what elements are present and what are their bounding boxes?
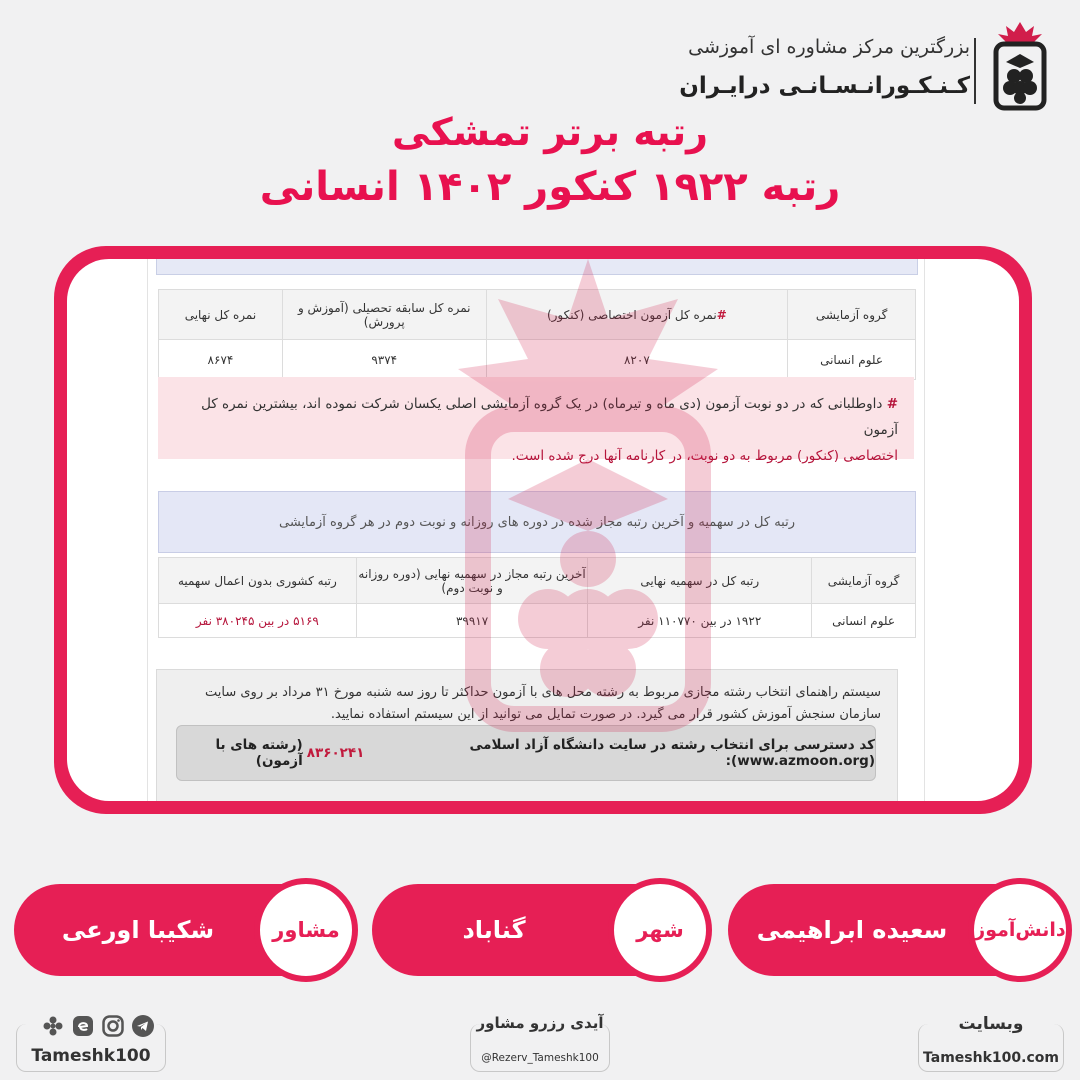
student-name: سعیده ابراهیمی xyxy=(756,916,948,944)
result-frame xyxy=(54,246,1032,814)
city-label: شهر xyxy=(608,878,712,982)
scores-header: #نمره کل آزمون اختصاصی (کنکور) xyxy=(486,290,788,340)
access-code-prefix: کد دسترسی برای انتخاب رشته در سایت دانشگاه آزاد اسلامی (www.azmoon.org): xyxy=(469,737,875,769)
reserve-handle[interactable]: @Rezerv_Tameshk100 xyxy=(481,1052,599,1064)
rank-header: آخرین رتبه مجاز در سهمیه نهایی (دوره روزانه و نوبت دوم) xyxy=(356,558,588,604)
website-label: وبسایت xyxy=(958,1014,1024,1034)
city-pill xyxy=(372,884,706,976)
access-code: ۸۳۶۰۲۴۱ xyxy=(306,745,365,761)
access-code-suffix: (رشته های با آزمون) xyxy=(215,737,303,769)
advisor-label: مشاور xyxy=(254,878,358,982)
page-subtitle: رتبه ۱۹۲۲ کنکور ۱۴۰۲ انسانی xyxy=(259,164,841,210)
notice-text: سیستم راهنمای انتخاب رشته مجازی مربوط به رشته محل های با آزمون حداکثر تا روز سه شنبه مورخ ۳۱ مرداد بر روی سایت سازمان سنجش آموزش کشور قرار می گیرد. در صورت تمایل می توانید از این سیستم استفاده نمایید. xyxy=(205,685,881,722)
reserve-label: آیدی رزرو مشاور xyxy=(476,1014,604,1032)
advisor-name: شکیبا اورعی xyxy=(61,916,215,944)
rank-header: رتبه کل در سهمیه نهایی xyxy=(588,558,812,604)
note-text: داوطلبانی که در دو نوبت آزمون (دی ماه و تیرماه) در یک گروه آزمایشی اصلی یکسان شرکت نموده اند، بیشترین نمره کل آزمون xyxy=(201,396,898,438)
website-link[interactable]: Tameshk100.com xyxy=(923,1050,1059,1066)
brand-divider xyxy=(974,38,976,104)
note-text: اختصاصی (کنکور) مربوط به دو نوبت، در کارنامه آنها درج شده است. xyxy=(511,448,898,464)
eitaa-icon[interactable] xyxy=(71,1014,95,1038)
brand-name: کـنـکـورانـسـانـی درایـران xyxy=(679,73,970,99)
telegram-icon[interactable] xyxy=(131,1014,155,1038)
scores-header: گروه آزمایشی xyxy=(788,290,916,340)
table-cell: علوم انسانی xyxy=(812,604,916,638)
table-cell: ۸۲۰۷ xyxy=(486,340,788,380)
note-mark: # xyxy=(886,396,898,412)
table-cell: ۵۱۶۹ در بین ۳۸۰۲۴۵ نفر xyxy=(159,604,357,638)
social-handle[interactable]: Tameshk100 xyxy=(31,1046,151,1066)
table-cell: علوم انسانی xyxy=(788,340,916,380)
tameshk-logo-icon xyxy=(982,18,1058,114)
rank-section-heading: رتبه کل در سهمیه و آخرین رتبه مجاز شده در دوره های روزانه و نوبت دوم در هر گروه آزمایشی xyxy=(158,491,916,553)
scores-header: نمره کل نهایی xyxy=(159,290,283,340)
rank-header: گروه آزمایشی xyxy=(812,558,916,604)
aparat-icon[interactable] xyxy=(41,1014,65,1038)
access-code-box xyxy=(176,725,876,781)
city-name: گناباد xyxy=(462,916,526,944)
page-title: رتبه برتر تمشکی xyxy=(392,110,708,154)
social-icons xyxy=(36,1012,160,1040)
rank-header: رتبه کشوری بدون اعمال سهمیه xyxy=(159,558,357,604)
brand-tagline: بزرگترین مرکز مشاوره ای آموزشی xyxy=(688,36,970,58)
advisor-pill xyxy=(14,884,352,976)
rank-table xyxy=(158,557,916,638)
note-box xyxy=(158,377,914,464)
table-cell: ۸۶۷۴ xyxy=(159,340,283,380)
result-card xyxy=(147,259,925,801)
student-pill xyxy=(728,884,1066,976)
scores-table xyxy=(158,289,916,380)
table-cell: ۳۹۹۱۷ xyxy=(356,604,588,638)
table-cell: ۱۹۲۲ در بین ۱۱۰۷۷۰ نفر xyxy=(588,604,812,638)
student-label: دانش‌آموز xyxy=(968,878,1072,982)
scores-header: نمره کل سابقه تحصیلی (آموزش و پرورش) xyxy=(282,290,486,340)
table-cell: ۹۳۷۴ xyxy=(282,340,486,380)
top-band xyxy=(156,259,918,275)
brand-header xyxy=(638,18,1058,114)
instagram-icon[interactable] xyxy=(101,1014,125,1038)
